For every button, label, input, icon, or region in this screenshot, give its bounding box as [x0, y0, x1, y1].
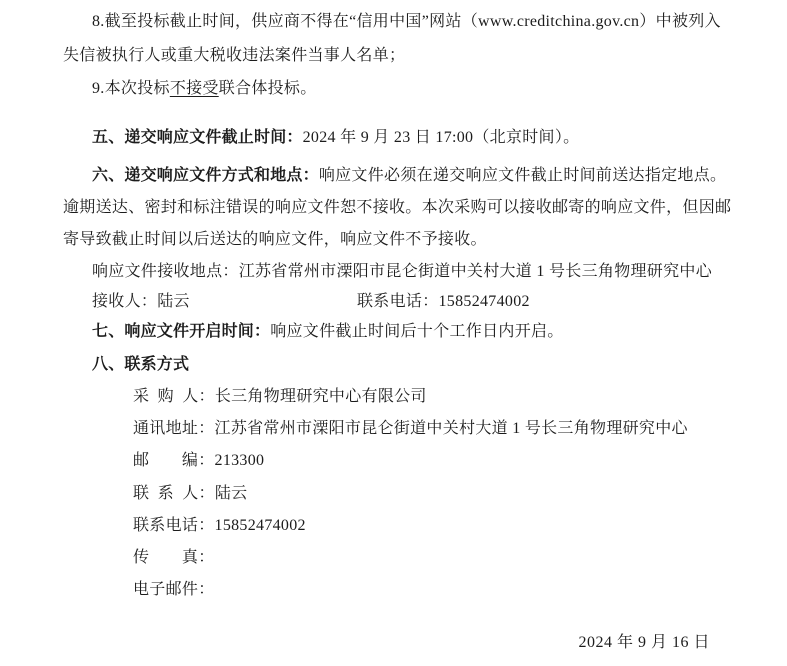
contact-row-fax [133, 547, 215, 569]
contact-value-person: 陆云 [214, 485, 248, 502]
contact-label-person: 联 系 人： [133, 485, 215, 502]
section-6-text-line-3: 寄导致截止时间以后送达的响应文件，响应文件不予接收。 [63, 231, 487, 248]
contact-label-postcode: 邮 编： [133, 452, 215, 469]
contact-row-phone [133, 515, 306, 537]
section-5-heading: 五、递交响应文件截止时间： [92, 129, 303, 146]
paragraph-8-line-1: 8.截至投标截止时间，供应商不得在“信用中国”网站（www.creditchina.gov.cn）中被列入 [92, 13, 721, 30]
receive-location-line: 响应文件接收地点：江苏省常州市溧阳市昆仑街道中关村大道 1 号长三角物理研究中心 [92, 263, 713, 280]
contact-row-person [133, 483, 247, 505]
contact-label-phone: 联系电话： [133, 517, 215, 534]
section-6-text-line-1: 响应文件必须在递交响应文件截止时间前送达指定地点。 [318, 167, 727, 184]
section-7-text: 响应文件截止时间后十个工作日内开启。 [270, 323, 564, 340]
paragraph-9 [92, 78, 317, 100]
contact-value-buyer: 长三角物理研究中心有限公司 [214, 388, 427, 405]
paragraph-9-prefix: 9.本次投标 [92, 80, 170, 97]
paragraph-9-suffix: 联合体投标。 [218, 80, 317, 97]
contact-row-buyer [133, 386, 427, 408]
section-7-heading: 七、响应文件开启时间： [92, 323, 271, 340]
contact-row-address [133, 418, 688, 440]
section-8-heading: 八、联系方式 [92, 356, 190, 373]
contact-label-address: 通讯地址： [133, 420, 215, 437]
paragraph-9-underlined-text: 不接受 [169, 80, 219, 97]
paragraph-8-line-2: 失信被执行人或重大税收违法案件当事人名单； [63, 47, 406, 64]
contact-label-email: 电子邮件： [133, 581, 215, 598]
section-5 [92, 127, 579, 149]
contact-value-address: 江苏省常州市溧阳市昆仑街道中关村大道 1 号长三角物理研究中心 [214, 420, 688, 437]
contact-label-fax: 传 真： [133, 549, 215, 566]
contact-row-email [133, 579, 215, 601]
document-date: 2024 年 9 月 16 日 [578, 634, 710, 651]
receiver-phone: 联系电话：15852474002 [357, 293, 530, 310]
contact-value-postcode: 213300 [214, 452, 265, 469]
section-6 [92, 165, 726, 187]
contact-row-postcode [133, 450, 264, 472]
contact-value-phone: 15852474002 [214, 517, 306, 534]
contact-label-buyer: 采 购 人： [133, 388, 215, 405]
receiver-name: 接收人：陆云 [92, 293, 190, 310]
section-7 [92, 321, 564, 343]
section-6-heading: 六、递交响应文件方式和地点： [92, 167, 319, 184]
section-5-text: 2024 年 9 月 23 日 17:00（北京时间）。 [302, 129, 580, 146]
section-6-text-line-2: 逾期送达、密封和标注错误的响应文件恕不接收。本次采购可以接收邮寄的响应文件，但因邮 [63, 199, 732, 216]
